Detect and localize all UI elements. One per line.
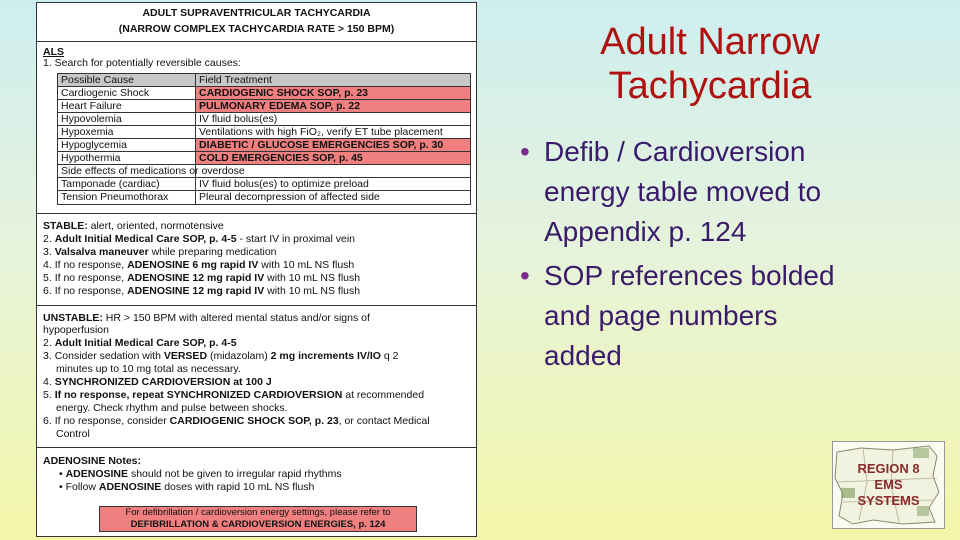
step-text: Control [56, 428, 90, 440]
note-item [59, 468, 342, 480]
step-text: with 10 mL NS flush [264, 272, 361, 284]
note-text: should not be given to irregular rapid rhythms [128, 468, 342, 480]
stable-section [37, 213, 476, 297]
doc-title-2: (NARROW COMPLEX TACHYCARDIA RATE > 150 BPM) [118, 23, 395, 35]
step-text: , or contact Medical [338, 415, 430, 427]
cause-cell: Side effects of medications or overdose [58, 165, 196, 177]
causes-header-row [58, 74, 470, 87]
causes-table-row [58, 113, 470, 126]
slide-title-line-1: Adult Narrow [600, 21, 820, 63]
bullet-item [514, 132, 894, 252]
unstable-heading [43, 312, 370, 324]
step-bold-text: Adult Initial Medical Care SOP, p. 4-5 [54, 233, 237, 245]
step-number: 4. [43, 259, 52, 271]
bullet-icon: • [59, 481, 66, 493]
logo-text-line-2: EMS [874, 477, 903, 492]
step-number: 5. [43, 389, 52, 401]
step-text: with 10 mL NS flush [264, 285, 361, 297]
step-text: energy. Check rhythm and pulse between shocks. [56, 402, 288, 414]
treatment-cell: DIABETIC / GLUCOSE EMERGENCIES SOP, p. 30 [196, 139, 470, 151]
note-item [59, 481, 314, 493]
causes-header-treatment: Field Treatment [199, 74, 272, 86]
bullet-icon: • [520, 136, 530, 167]
unstable-step-line [43, 350, 398, 362]
causes-table-row [58, 191, 470, 204]
step-number: 5. [43, 272, 52, 284]
step-text: q 2 [380, 350, 399, 362]
treatment-cell: Ventilations with high FiO₂, verify ET tube placement [199, 126, 443, 138]
step-prefix: If no response, [54, 272, 128, 284]
stable-step [43, 285, 360, 297]
step-number: 6. [43, 285, 52, 297]
unstable-step-line [56, 363, 241, 375]
unstable-step-line [56, 428, 90, 440]
unstable-step-line [43, 389, 424, 401]
unstable-step-line [56, 402, 288, 414]
treatment-cell: COLD EMERGENCIES SOP, p. 45 [196, 152, 470, 164]
causes-table-row [58, 139, 470, 152]
stable-description: alert, oriented, normotensive [87, 220, 224, 232]
stable-step [43, 259, 354, 271]
cause-cell: Cardiogenic Shock [58, 87, 196, 99]
step-text: Consider sedation with [54, 350, 164, 362]
step-number: 4. [43, 376, 52, 388]
bullet-line: added [544, 340, 622, 371]
bullet-line: SOP references bolded [544, 260, 835, 291]
notes-section [37, 447, 476, 493]
step-number: 3. [43, 246, 52, 258]
cause-cell: Hypoglycemia [58, 139, 196, 151]
als-section [37, 41, 476, 69]
stable-step [43, 246, 277, 258]
treatment-cell [196, 165, 470, 177]
causes-table [57, 73, 471, 205]
bullet-line: Appendix p. 124 [544, 216, 747, 247]
step-text: If no response, consider [54, 415, 170, 427]
step-bold-text: 2 mg increments IV/IO [270, 350, 381, 362]
step-number: 2. [43, 337, 52, 349]
defib-reference-line-1: For defibrillation / cardioversion energy settings, please refer to [125, 507, 391, 518]
cause-cell: Hypoxemia [58, 126, 196, 138]
causes-table-row [58, 152, 470, 165]
bullet-line: Defib / Cardioversion [544, 136, 806, 167]
cause-cell: Heart Failure [58, 100, 196, 112]
step-bold-text: Adult Initial Medical Care SOP, p. 4-5 [54, 337, 237, 349]
step-bold-text: Valsalva maneuver [54, 246, 149, 258]
cause-cell: Hypovolemia [58, 113, 196, 125]
region-8-ems-logo [832, 441, 945, 529]
causes-table-row [58, 87, 470, 100]
bullet-list [514, 132, 894, 380]
step-text: while preparing medication [148, 246, 277, 258]
unstable-description-2: hypoperfusion [43, 324, 109, 336]
bullet-icon: • [59, 468, 66, 480]
bullet-line: and page numbers [544, 300, 778, 331]
cause-cell: Hypothermia [58, 152, 196, 164]
logo-text-line-1: REGION 8 [857, 461, 920, 476]
als-heading: ALS [43, 46, 64, 58]
unstable-step-line [43, 337, 237, 349]
treatment-cell: IV fluid bolus(es) to optimize preload [199, 178, 369, 190]
note-prefix: Follow [65, 481, 99, 493]
defib-reference-line-2: DEFIBRILLATION & CARDIOVERSION ENERGIES, p. 124 [130, 519, 386, 530]
step-bold-text: If no response, repeat SYNCHRONIZED CARDIOVERSION [54, 389, 343, 401]
defib-reference-box [99, 506, 417, 532]
stable-label: STABLE: [43, 220, 88, 232]
causes-header-cause: Possible Cause [58, 74, 196, 86]
step-prefix: If no response, [54, 259, 128, 271]
step-bold-text: ADENOSINE 12 mg rapid IV [127, 272, 265, 284]
treatment-cell: CARDIOGENIC SHOCK SOP, p. 23 [196, 87, 470, 99]
causes-table-row [58, 126, 470, 139]
cause-cell: Tamponade (cardiac) [58, 178, 196, 190]
bullet-icon: • [520, 260, 530, 291]
unstable-description: HR > 150 BPM with altered mental status and/or signs of [102, 312, 370, 324]
step-bold-text: SYNCHRONIZED CARDIOVERSION at 100 J [54, 376, 272, 388]
notes-heading: ADENOSINE Notes: [43, 455, 142, 467]
note-bold-text: ADENOSINE [98, 481, 162, 493]
stable-step [43, 272, 360, 284]
step-number: 6. [43, 415, 52, 427]
cause-cell: Tension Pneumothorax [58, 191, 196, 204]
unstable-section [37, 305, 476, 440]
step-number: 3. [43, 350, 52, 362]
treatment-cell: PULMONARY EDEMA SOP, p. 22 [196, 100, 470, 112]
step-bold-text: ADENOSINE 12 mg rapid IV [127, 285, 265, 297]
step-text: with 10 mL NS flush [258, 259, 355, 271]
step-text: at recommended [342, 389, 425, 401]
unstable-step-line [43, 376, 272, 388]
note-text: doses with rapid 10 mL NS flush [161, 481, 315, 493]
step-number: 2. [43, 233, 52, 245]
treatment-cell: IV fluid bolus(es) [199, 113, 278, 125]
als-step-1: 1. Search for potentially reversible causes: [43, 57, 241, 69]
stable-step [43, 233, 355, 245]
step-prefix: If no response, [54, 285, 128, 297]
step-bold-text: CARDIOGENIC SHOCK SOP, p. 23 [169, 415, 339, 427]
protocol-document [36, 2, 477, 537]
step-bold-text: ADENOSINE 6 mg rapid IV [127, 259, 259, 271]
step-text: - start IV in proximal vein [236, 233, 355, 245]
slide-title [560, 20, 860, 108]
step-bold-text: VERSED [163, 350, 208, 362]
unstable-label: UNSTABLE: [43, 312, 103, 324]
step-text: (midazolam) [207, 350, 271, 362]
bullet-item [514, 256, 894, 376]
stable-heading [43, 220, 224, 232]
logo-text-line-3: SYSTEMS [857, 493, 920, 508]
doc-title-1: ADULT SUPRAVENTRICULAR TACHYCARDIA [142, 7, 371, 19]
bullet-line: energy table moved to [544, 176, 822, 207]
step-text: minutes up to 10 mg total as necessary. [56, 363, 241, 375]
note-bold-text: ADENOSINE [65, 468, 129, 480]
slide-title-line-2: Tachycardia [608, 65, 812, 107]
causes-table-row [58, 178, 470, 191]
causes-table-row [58, 165, 470, 178]
causes-table-row [58, 100, 470, 113]
treatment-cell: Pleural decompression of affected side [199, 191, 380, 203]
unstable-step-line [43, 415, 430, 427]
